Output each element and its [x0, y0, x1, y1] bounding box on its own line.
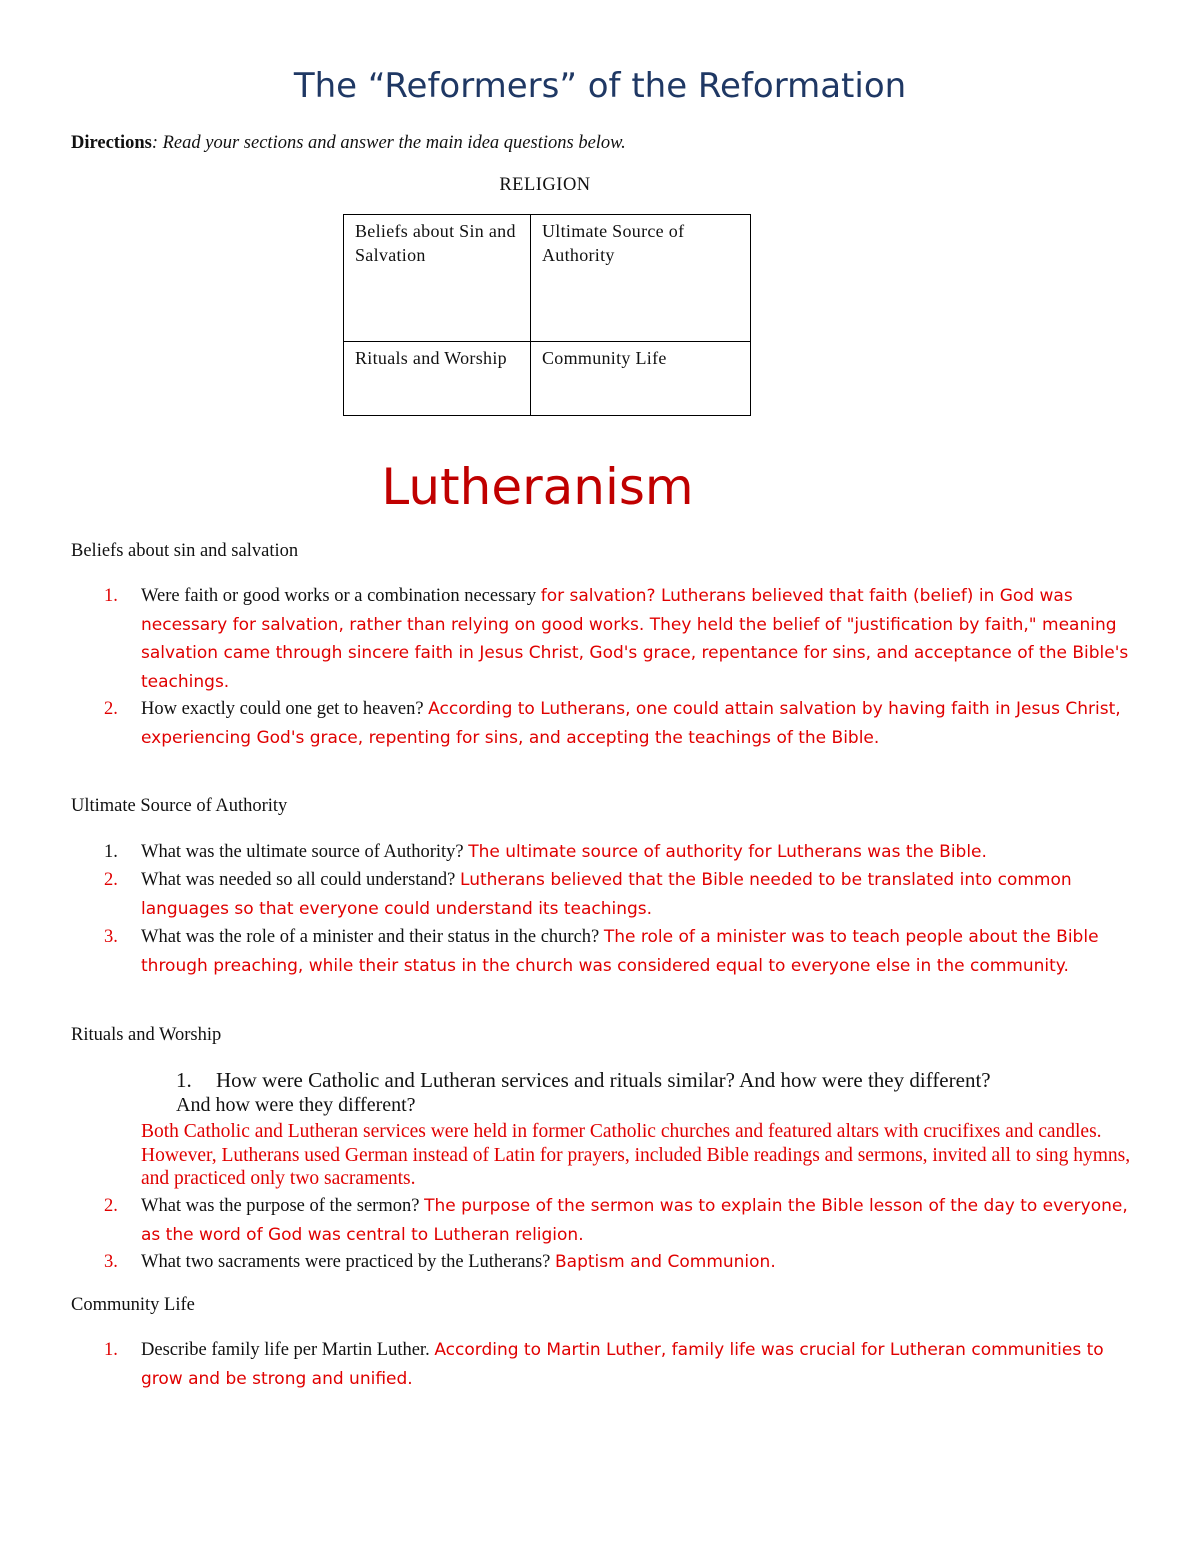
section-title-rituals: Rituals and Worship: [71, 1025, 222, 1045]
question-text: How were Catholic and Lutheran services and rituals similar? And how were they different?: [216, 1068, 991, 1092]
religion-label: RELIGION: [499, 175, 591, 195]
section-heading-lutheranism: Lutheranism: [381, 458, 694, 516]
question-text: Were faith or good works or a combination necessary: [141, 586, 537, 606]
question-number: 1.: [104, 586, 118, 606]
question-number: 2.: [104, 870, 118, 890]
question-body: [141, 1336, 1131, 1393]
question-number: 3.: [104, 1252, 118, 1272]
table-cell-community: Community Life: [531, 342, 751, 416]
question-item: [176, 1068, 991, 1092]
religion-table: [343, 214, 751, 416]
question-text: What was the purpose of the sermon?: [141, 1196, 420, 1216]
question-text-repeat: And how were they different?: [176, 1094, 416, 1116]
directions-label: Directions: [71, 133, 152, 153]
answer-text: According to Lutherans, one could attain salvation by having faith in Jesus Christ, experiencing God's grace, repenting for sins, and accepting the teachings of the Bible.: [141, 699, 1121, 748]
question-number: 1.: [176, 1068, 192, 1092]
question-body: [141, 838, 1131, 867]
question-body: [141, 1248, 1131, 1277]
directions: [71, 133, 626, 154]
question-number: 1.: [104, 1340, 118, 1360]
question-body: [141, 866, 1131, 923]
question-number: 3.: [104, 927, 118, 947]
answer-text: According to Martin Luther, family life was crucial for Lutheran communities to grow and be strong and unified.: [141, 1340, 1104, 1389]
question-body: [141, 695, 1131, 752]
answer-text: The purpose of the sermon was to explain the Bible lesson of the day to everyone, as the word of God was central to Lutheran religion.: [141, 1196, 1128, 1245]
answer-text: Baptism and Communion.: [555, 1252, 776, 1272]
question-text: Describe family life per Martin Luther.: [141, 1340, 430, 1360]
answer-text: The ultimate source of authority for Lutherans was the Bible.: [468, 842, 987, 862]
answer-text: The role of a minister was to teach people about the Bible through preaching, while their status in the church was considered equal to everyone else in the community.: [141, 927, 1099, 976]
table-cell-authority: Ultimate Source of Authority: [531, 215, 751, 342]
table-cell-rituals: Rituals and Worship: [344, 342, 531, 416]
question-text: What two sacraments were practiced by the Lutherans?: [141, 1252, 551, 1272]
question-body: [141, 923, 1131, 980]
section-title-beliefs: Beliefs about sin and salvation: [71, 541, 299, 561]
question-body: [141, 1192, 1131, 1249]
section-title-authority: Ultimate Source of Authority: [71, 796, 288, 816]
answer-text: Lutherans believed that the Bible needed to be translated into common languages so that everyone could understand its teachings.: [141, 870, 1072, 919]
directions-text: : Read your sections and answer the main idea questions below.: [151, 133, 626, 153]
answer-text: Both Catholic and Lutheran services were held in former Catholic churches and featured altars with crucifixes and candles. However, Lutherans used German instead of Latin for prayers, included Bible readings and sermons, invited all to sing hymns, and practiced only two sacraments.: [141, 1121, 1131, 1189]
answer-text: for salvation? Lutherans believed that faith (belief) in God was necessary for salvation, rather than relying on good works. They held the belief of "justification by faith," meaning salvation came through sincere faith in Jesus Christ, God's grace, repentance for sins, and acceptance of the Bible's teachings.: [141, 586, 1129, 692]
question-text: What was the role of a minister and their status in the church?: [141, 927, 600, 947]
document-title: The “Reformers” of the Reformation: [293, 66, 907, 106]
question-text: What was needed so all could understand?: [141, 870, 456, 890]
question-text: How exactly could one get to heaven?: [141, 699, 424, 719]
question-number: 1.: [104, 842, 118, 862]
section-title-community: Community Life: [71, 1295, 195, 1315]
question-text: What was the ultimate source of Authority?: [141, 842, 464, 862]
table-cell-beliefs: Beliefs about Sin and Salvation: [344, 215, 531, 342]
question-body: [141, 582, 1131, 696]
question-number: 2.: [104, 1196, 118, 1216]
question-number: 2.: [104, 699, 118, 719]
